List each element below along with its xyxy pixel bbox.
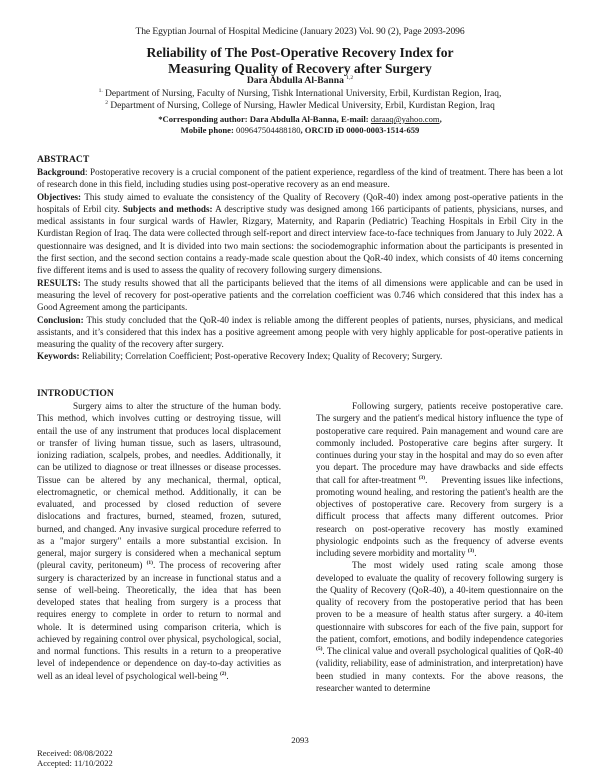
intro-paragraph — [316, 559, 563, 694]
abstract-objectives — [37, 191, 563, 277]
journal-header: The Egyptian Journal of Hospital Medicine (January 2023) Vol. 90 (2), Page 2093-2096 — [135, 26, 465, 37]
received-date: Received: 08/08/2022 — [37, 748, 113, 758]
abstract-conclusion — [37, 314, 563, 351]
phone-number: 009647504488180 — [236, 125, 301, 135]
intro-text: . The clinical value and overall psychological qualities of QoR-40 (validity, reliability, ease of administration, and interpretation) have been studied in many contexts. For the above reasons, the researcher wanted to determine — [316, 646, 563, 693]
affiliation-text: Department of Nursing, College of Nursing, Hawler Medical University, Erbil, Kurdistan Region, Iraq — [110, 101, 495, 112]
keywords-label: Keywords: — [37, 351, 80, 362]
intro-text: . The process of recovering after surgery is characterized by an increase in functional status and a sense of well-being. Theoretically, the idea that has been developed states that healing from surgery is a process that requires energy to complete in order to return to normal and whole. It is determined using comparison criteria, which is achieved by regaining control over physical, psychological, social, and normal functions. This results in a return to a preoperative level of independence or dependence on day-to-day activities as well as an ideal level of psychological well-being — [37, 560, 281, 681]
author-line — [0, 75, 600, 86]
orcid: , ORCID iD 0000-0003-1514-659 — [300, 125, 420, 135]
intro-text: Surgery aims to alter the structure of the human body. This method, which involves cutting or destroying tissue, will entail the use of any instrument that produces local displacement or transfer of living human tissue, such as lasers, ultrasound, ionizing radiation, scalpels, probes, and needles. Additionally, it can be utilized to diagnose or treat illnesses or disease processes. Tissue can be altered by any mechanical, thermal, optical, electromagnetic, or chemical method. Additionally, it can be evaluated, and processed by closed reduction of severe dislocations and fractures, burned, steamed, frozen, sutured, burned, and changed. Any invasive surgical procedure referred to as a "major surgery" entails a more substantial excision. In general, major surgery is considered when a mechanical septum (pleural cavity, peritoneum) — [37, 401, 281, 571]
abstract-background — [37, 166, 563, 191]
citation-ref: (3) — [467, 547, 475, 554]
corresponding-label: *Corresponding author: Dara Abdulla Al-Banna, E-mail: — [158, 114, 369, 124]
intro-text: Following surgery, patients receive postoperative care. The surgery and the patient's medical history influence the type of postoperative care required. Pain management and wound care are commonly included. Postoperative care begins after surgery. It continues during your stay in the hospital and may do so even after you depart. The procedure may have drawbacks and side effects that call for after-treatment — [316, 401, 563, 485]
objectives-text: This study aimed to evaluate the consistency of the Quality of Recovery (QoR-40) index among post-operative patients in the hospitals of Erbil city. — [37, 191, 563, 214]
intro-text: . — [226, 670, 229, 681]
intro-paragraph — [37, 400, 281, 682]
results-text: The study results showed that all the participants believed that the items of all dimensions were applicable and can be used in measuring the level of recovery for post-operative patients and the correlation coefficient was 0.746 which considered that this index has a Good Agreement among the participants. — [37, 277, 563, 313]
author-affiliation-marks: 1,2 — [346, 75, 354, 81]
abstract-heading: ABSTRACT — [37, 154, 90, 165]
background-label: Background — [37, 167, 86, 177]
citation-ref: (3) — [418, 474, 426, 481]
background-text: : Postoperative recovery is a crucial component of the patient experience, regardless of the kind of treatment. There has been a lot of research done in this field, including studies using post-operative recovery as an end measure. — [37, 167, 563, 190]
intro-text: The most widely used rating scale among those developed to evaluate the quality of recovery following surgery is the Quality of Recovery (QoR-40), a 40-item questionnaire on the quality of recovery from the postoperative period that has been proven to be a measure of health status after surgery. a 40-item questionnaire with subscores for each of the five pain, support for the patient, comfort, emotions, and bodily independence categories — [316, 560, 563, 644]
abstract-section — [37, 154, 563, 363]
citation-ref: (5) — [316, 645, 323, 652]
intro-text: . Preventing issues like infections, promoting wound healing, and restoring the patient's health are the objectives of postoperative care. Recovery from surgery is a difficult process that affects many different outcomes. Prior research on post-operative recovery has mostly examined physiologic endpoints such as the frequency of adverse events including severe morbidity and mortality — [316, 474, 566, 558]
email-suffix: , — [439, 114, 442, 124]
affiliation-2 — [0, 100, 600, 111]
citation-ref: (1) — [146, 560, 153, 567]
intro-left-column — [37, 400, 281, 682]
email-link[interactable]: daraaq@yahoo.com — [370, 114, 440, 124]
keywords-text: Reliability; Correlation Coefficient; Post-operative Recovery Index; Quality of Recovery; Surgery. — [79, 351, 443, 362]
affiliation-1 — [0, 88, 600, 99]
paper-title — [0, 45, 600, 77]
methods-text: A descriptive study was designed among 166 participants of patients, physicians, nurses, and medical assistants in four surgical wards of Hawler, Rizgary, Maternity, and Raparin (Pediatric) Teaching Hospitals in Erbil City in the Kurdistan Region of Iraq. The data were collected through self-report and direct interview face-to-face techniques from January to July 2022. A questionnaire was designed, and It is divided into two main sections: the sociodemographic information about the participants is presented in the first section, and the second section contains a ready-made scale question about the QoR-40 index, which consists of 40 items concerning five different items and is used to assess the quality of recovery following surgery dimensions. — [37, 203, 563, 276]
title-line-1: Reliability of The Post-Operative Recovery Index for — [146, 45, 454, 60]
contact-line — [0, 125, 600, 135]
page-number: 2093 — [291, 735, 309, 745]
introduction-heading: INTRODUCTION — [37, 388, 114, 399]
abstract-keywords — [37, 350, 563, 362]
conclusion-text: This study concluded that the QoR-40 index is reliable among the different peoples of patients, nurses, physicians, and medical assistants, and it’s considered that this index has a positive agreement among people with very highly applicable for post-operative patients in measuring the quality of the recovery after surgery. — [37, 314, 563, 350]
author-name: Dara Abdulla Al-Banna — [246, 75, 344, 87]
affiliation-mark: 1. — [98, 88, 103, 94]
conclusion-label: Conclusion: — [37, 314, 84, 325]
methods-label: Subjects and methods: — [122, 203, 213, 214]
abstract-results — [37, 277, 563, 314]
affiliation-text: Department of Nursing, Faculty of Nursing, Tishk International University, Erbil, Kurdistan Region, Iraq, — [105, 89, 502, 100]
intro-text: . — [474, 548, 477, 558]
submission-dates — [37, 748, 113, 769]
accepted-date: Accepted: 11/10/2022 — [37, 758, 113, 769]
citation-ref: (2) — [219, 670, 227, 677]
intro-paragraph — [316, 400, 566, 559]
title-line-2: Measuring Quality of Recovery after Surgery — [168, 61, 432, 76]
intro-right-column — [316, 400, 566, 694]
corresponding-author — [0, 114, 600, 124]
objectives-label: Objectives: — [37, 191, 82, 202]
results-label: RESULTS: — [37, 277, 81, 288]
affiliation-mark: 2 — [105, 100, 108, 106]
phone-label: Mobile phone: — [180, 125, 234, 135]
